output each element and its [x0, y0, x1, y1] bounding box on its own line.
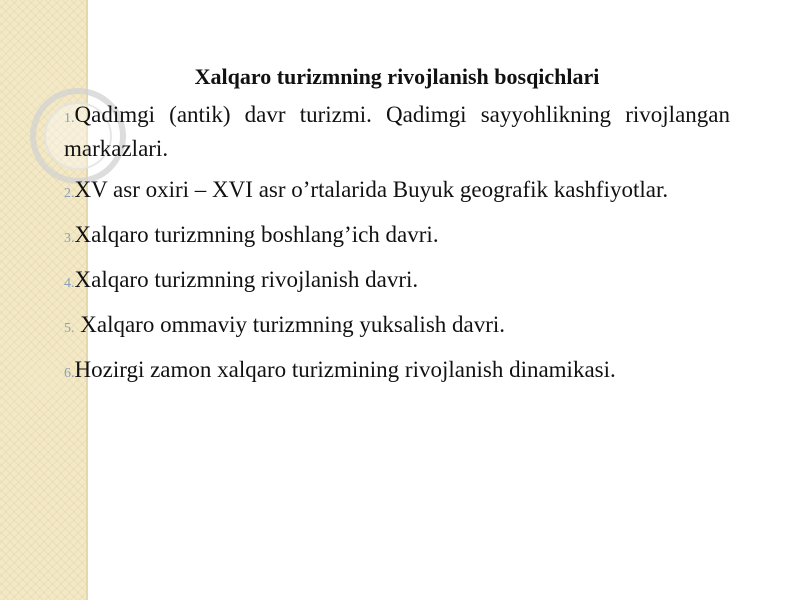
slide-content: [64, 62, 730, 400]
list-number: 3.: [64, 231, 75, 246]
list-number: 6.: [64, 366, 75, 381]
list-item-text: XV asr oxiri – XVI asr o’rtalarida Buyuk geografik kashfiyotlar.: [74, 177, 669, 202]
slide-title: Xalqaro turizmning rivojlanish bosqichlari: [194, 64, 600, 89]
list-item: [64, 175, 730, 209]
list-item-text: Hozirgi zamon xalqaro turizmining rivojlanish dinamikasi.: [74, 357, 616, 382]
list-item-text: Qadimgi (antik) davr turizmi. Qadimgi sayyohlikning rivojlangan markazlari.: [64, 102, 730, 161]
list-item-text: Xalqaro turizmning boshlang’ich davri.: [74, 222, 439, 247]
list-item: [64, 355, 730, 389]
list-number: 5.: [64, 321, 75, 336]
list-number: 4.: [64, 276, 75, 291]
list-number: 1.: [64, 111, 75, 126]
list-item-text: Xalqaro ommaviy turizmning yuksalish davri.: [74, 312, 506, 337]
list-item: [64, 310, 730, 344]
list-number: 2.: [64, 186, 75, 201]
list-item: [64, 265, 730, 299]
list-item: [64, 100, 730, 164]
list-item: [64, 220, 730, 254]
list-item-text: Xalqaro turizmning rivojlanish davri.: [74, 267, 419, 292]
